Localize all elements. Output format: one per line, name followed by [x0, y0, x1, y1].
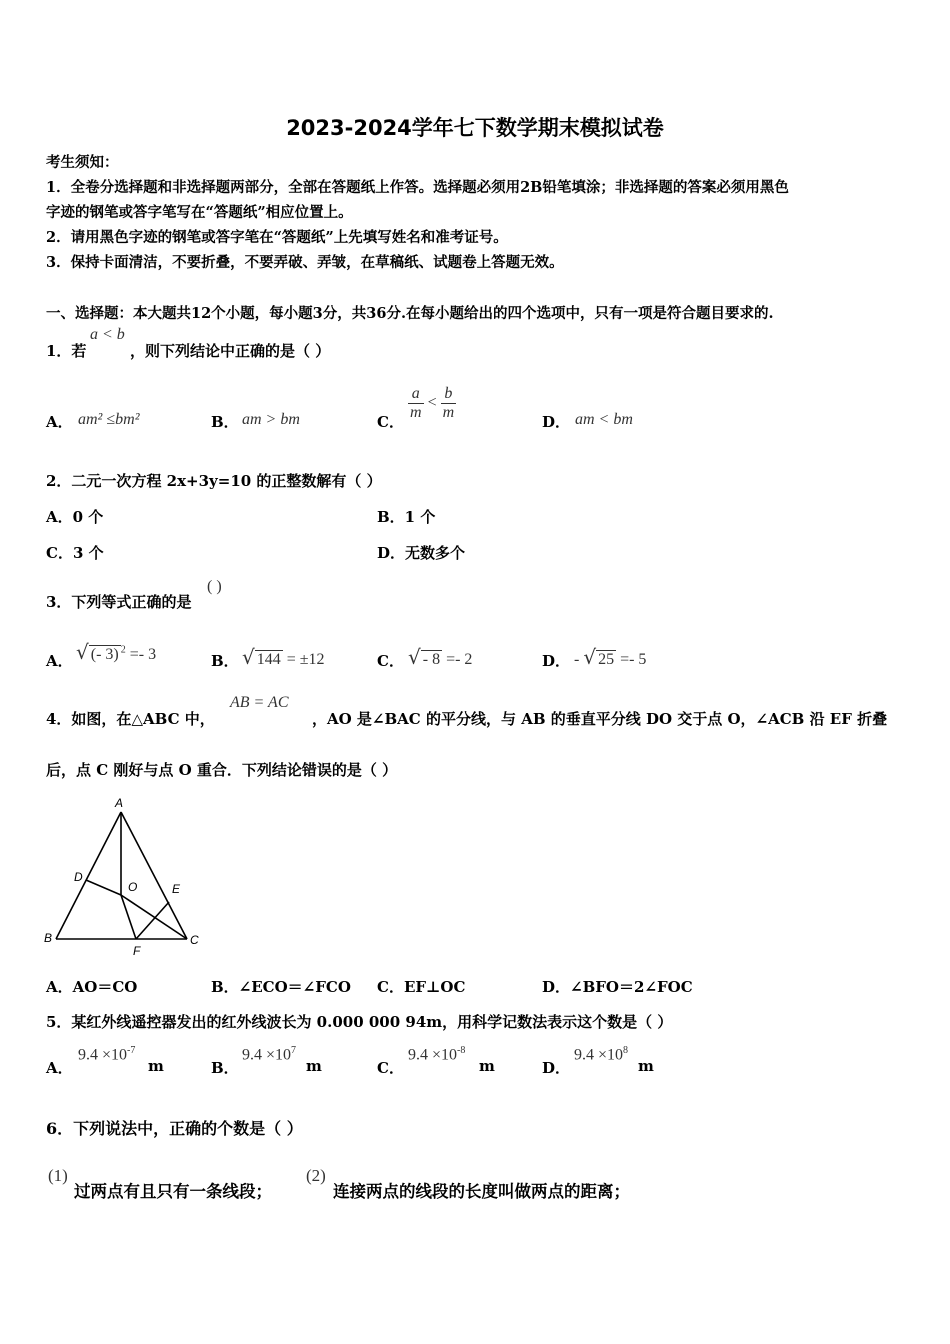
point-label-d: D — [74, 870, 83, 884]
q3-option-b-math: √ 144 = ±12 — [242, 645, 325, 669]
q3-option-c-label: C． — [377, 652, 404, 670]
q1-c-num2: b — [441, 385, 457, 404]
q5-option-d-unit: m — [638, 1057, 654, 1075]
q1-c-den2: m — [442, 404, 455, 421]
q5-c-base: 9.4 ×10 — [408, 1046, 458, 1064]
notice-heading: 考生须知： — [46, 154, 119, 171]
q2-stem: 2．二元一次方程 2x+3y=10 的正整数解有（ ） — [46, 472, 382, 490]
q5-option-a-label: A． — [46, 1059, 73, 1077]
q3-d-minus: - — [574, 651, 580, 668]
q1-option-d-label: D． — [542, 413, 571, 431]
q3-b-rhs: = ±12 — [286, 651, 325, 668]
q4-option-d: D．∠BFO＝2∠FOC — [542, 978, 693, 996]
segment-of — [121, 895, 136, 939]
q4-option-c: C．EF⊥OC — [377, 978, 466, 996]
q6-statement-2-number: (2) — [306, 1166, 326, 1185]
q4-option-a: A．AO＝CO — [46, 978, 138, 996]
q3-option-a-label: A． — [46, 652, 73, 670]
q4-suffix: ，AO 是∠BAC 的平分线，与 AB 的垂直平分线 DO 交于点 O，∠ACB 沿 EF 折叠 — [312, 710, 888, 728]
q5-d-exp: 8 — [623, 1045, 629, 1056]
q5-b-base: 9.4 ×10 — [242, 1046, 292, 1064]
page-title: 2023-2024学年七下数学期末模拟试卷 — [286, 116, 664, 140]
q3-b-radicand: 144 — [256, 651, 281, 668]
q3-a-exp: 2 — [120, 644, 126, 656]
q5-a-base: 9.4 ×10 — [78, 1046, 128, 1064]
notice-item-2: 2．请用黑色字迹的钢笔或答字笔在“答题纸”上先填写姓名和准考证号。 — [46, 229, 508, 246]
q5-option-a-math — [78, 1045, 135, 1064]
notice-item-1b: 字迹的钢笔或答字笔写在“答题纸”相应位置上。 — [46, 204, 353, 221]
q3-d-radicand: 25 — [598, 651, 615, 668]
point-label-o: O — [128, 880, 138, 894]
notice-item-1a: 1．全卷分选择题和非选择题两部分，全部在答题纸上作答。选择题必须用2B铅笔填涂；非选择题的答案必须用黑色 — [46, 179, 789, 196]
q6-statement-2: 连接两点的线段的长度叫做两点的距离； — [333, 1182, 630, 1201]
q1-option-c-label: C． — [377, 413, 404, 431]
q2-option-d: D．无数多个 — [377, 544, 466, 562]
q1-option-a-label: A． — [46, 413, 73, 431]
point-label-f: F — [133, 944, 141, 958]
q3-a-radicand: (- 3) — [90, 646, 119, 663]
q2-option-c: C．3 个 — [46, 544, 104, 562]
notice-item-3: 3．保持卡面清洁，不要折叠，不要弄破、弄皱，在草稿纸、试题卷上答题无效。 — [46, 254, 564, 271]
segment-ab — [56, 812, 121, 939]
q5-c-exp: -8 — [457, 1045, 466, 1056]
point-label-c: C — [190, 933, 199, 947]
q3-paren: ( ) — [207, 578, 222, 595]
q3-option-d-math: - √ 25 =- 5 — [574, 645, 647, 669]
q5-option-b-math — [242, 1045, 296, 1064]
q2-option-a: A．0 个 — [46, 508, 104, 526]
q5-option-b-label: B． — [211, 1059, 239, 1077]
q5-option-c-unit: m — [479, 1057, 495, 1075]
q5-option-a-unit: m — [148, 1057, 164, 1075]
q4-line2: 后，点 C 刚好与点 O 重合．下列结论错误的是（ ） — [46, 761, 398, 779]
q1-option-d-math: am < bm — [575, 411, 633, 428]
point-label-a: A — [115, 796, 124, 810]
point-label-b: B — [44, 931, 53, 945]
q3-d-rhs: =- 5 — [620, 651, 647, 668]
q5-d-base: 9.4 ×10 — [574, 1046, 624, 1064]
section-heading: 一、选择题：本大题共12个小题，每小题3分，共36分.在每小题给出的四个选项中，只有一项是符合题目要求的. — [46, 305, 774, 322]
q3-a-rhs: =- 3 — [129, 646, 157, 663]
q3-option-a-math: √ (- 3) $^2$ =- 3 — [76, 640, 157, 664]
q6-statement-1: 过两点有且只有一条线段； — [74, 1182, 272, 1201]
q1-c-op: < — [427, 394, 437, 412]
q5-option-c-label: C． — [377, 1059, 404, 1077]
q4-option-b: B．∠ECO＝∠FCO — [211, 978, 351, 996]
q1-condition: a < b — [90, 326, 125, 343]
q3-stem: 3．下列等式正确的是 — [46, 593, 192, 611]
q5-option-d-math — [574, 1045, 628, 1064]
q1-c-den1: m — [410, 404, 422, 421]
q1-suffix: ，则下列结论中正确的是（ ） — [130, 342, 331, 360]
q5-option-d-label: D． — [542, 1059, 571, 1077]
q3-option-c-math: √ - 8 =- 2 — [408, 645, 473, 669]
q6-stem: 6．下列说法中，正确的个数是（ ） — [46, 1119, 303, 1138]
segment-do — [86, 880, 121, 895]
q5-a-exp: -7 — [127, 1045, 136, 1056]
q3-option-d-label: D． — [542, 652, 571, 670]
q3-option-b-label: B． — [211, 652, 239, 670]
q1-option-c-math — [408, 385, 456, 422]
q6-statement-1-number: (1) — [48, 1166, 68, 1185]
q1-prefix: 1．若 — [46, 342, 87, 360]
segment-oc — [121, 895, 187, 939]
q1-option-b-math: am > bm — [242, 411, 300, 428]
q4-triangle-figure — [40, 792, 210, 962]
q1-c-num1: a — [408, 385, 424, 404]
q5-stem: 5．某红外线遥控器发出的红外线波长为 0.000 000 94m，用科学记数法表示这个数是（ ） — [46, 1013, 673, 1031]
q5-option-b-unit: m — [306, 1057, 322, 1075]
q4-prefix: 4．如图，在△ABC 中， — [46, 710, 215, 728]
q1-option-b-label: B． — [211, 413, 239, 431]
q3-c-rhs: =- 2 — [446, 651, 473, 668]
q2-option-b: B．1 个 — [377, 508, 436, 526]
q4-condition: AB = AC — [230, 694, 289, 711]
q5-option-c-math — [408, 1045, 465, 1064]
q5-b-exp: 7 — [291, 1045, 297, 1056]
q3-c-radicand: - 8 — [422, 651, 441, 668]
q1-option-a-math: am² ≤bm² — [78, 411, 140, 428]
point-label-e: E — [172, 882, 181, 896]
